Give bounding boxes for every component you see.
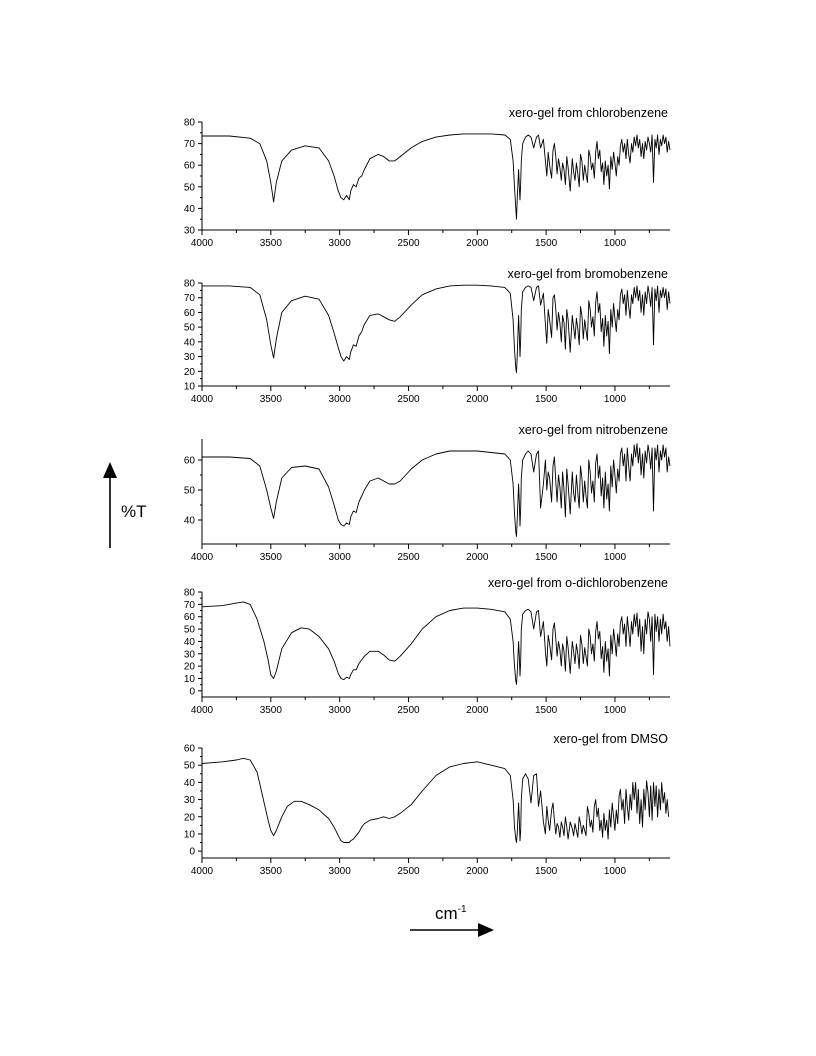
x-tick-label: 3500 [259, 238, 282, 249]
y-tick-label: 70 [183, 599, 195, 611]
y-tick-label: 50 [183, 322, 195, 334]
x-tick-label: 3500 [259, 394, 282, 405]
spectra-panels [184, 106, 670, 877]
spectrum-panel [184, 423, 670, 563]
spectrum-line [202, 602, 670, 685]
x-tick-label: 2500 [397, 552, 420, 563]
y-tick-label: 60 [183, 612, 195, 624]
y-tick-label: 40 [183, 515, 195, 527]
x-tick-label: 2500 [397, 866, 420, 877]
x-tick-label: 3000 [328, 394, 351, 405]
y-tick-label: 50 [183, 760, 195, 772]
x-tick-label: 4000 [190, 238, 214, 249]
spectrum-line [202, 444, 670, 537]
x-tick-label: 3000 [328, 705, 351, 716]
y-tick-label: 70 [183, 293, 195, 305]
panel-title: xero-gel from o-dichlorobenzene [488, 576, 668, 590]
spectrum-line [202, 758, 669, 842]
y-tick-label: 10 [183, 381, 195, 393]
y-tick-label: 20 [183, 661, 195, 673]
y-tick-label: 70 [183, 139, 195, 151]
x-tick-label: 3000 [328, 866, 351, 877]
spectrum-panel [184, 106, 670, 249]
x-tick-label: 4000 [190, 705, 214, 716]
y-tick-label: 40 [183, 203, 195, 215]
x-tick-label: 1500 [534, 238, 558, 249]
x-tick-label: 3000 [328, 552, 351, 563]
y-axis-label: %T [121, 502, 147, 521]
x-tick-label: 1000 [603, 866, 627, 877]
y-tick-label: 10 [183, 673, 195, 685]
x-tick-label: 2000 [466, 705, 489, 716]
x-tick-label: 3000 [328, 238, 351, 249]
x-tick-label: 1000 [603, 705, 627, 716]
y-tick-label: 20 [183, 812, 195, 824]
y-tick-label: 80 [183, 117, 195, 129]
spectrum-panel [184, 576, 670, 716]
spectrum-panel [184, 732, 670, 877]
x-tick-label: 2500 [397, 394, 420, 405]
x-tick-label: 2000 [466, 238, 489, 249]
x-tick-label: 4000 [190, 394, 214, 405]
y-tick-label: 40 [183, 337, 195, 349]
y-tick-label: 0 [189, 686, 195, 698]
x-tick-label: 1500 [534, 705, 558, 716]
x-axis-arrow [410, 923, 494, 937]
y-tick-label: 10 [183, 829, 195, 841]
x-tick-label: 2500 [397, 705, 420, 716]
x-axis-label [435, 904, 467, 923]
y-tick-label: 30 [183, 649, 195, 661]
x-tick-label: 1000 [603, 394, 627, 405]
x-tick-label: 4000 [190, 866, 214, 877]
y-tick-label: 50 [183, 182, 195, 194]
y-tick-label: 30 [183, 352, 195, 364]
x-tick-label: 1500 [534, 552, 558, 563]
y-tick-label: 60 [183, 160, 195, 172]
x-tick-label: 2500 [397, 238, 420, 249]
y-tick-label: 30 [183, 225, 195, 237]
panel-title: xero-gel from nitrobenzene [518, 423, 668, 437]
y-tick-label: 80 [183, 278, 195, 290]
y-tick-label: 80 [183, 587, 195, 599]
y-tick-label: 60 [183, 743, 195, 755]
x-tick-label: 3500 [259, 705, 282, 716]
panel-title: xero-gel from DMSO [553, 732, 668, 746]
y-tick-label: 60 [183, 455, 195, 467]
y-tick-label: 0 [189, 846, 195, 858]
y-tick-label: 30 [183, 795, 195, 807]
x-axis-label-base: cm [435, 904, 458, 923]
y-tick-label: 20 [183, 366, 195, 378]
x-tick-label: 2000 [466, 552, 489, 563]
x-tick-label: 1500 [534, 394, 558, 405]
panel-title: xero-gel from bromobenzene [507, 267, 668, 281]
y-tick-label: 40 [183, 636, 195, 648]
y-axis-arrow [103, 462, 117, 548]
x-tick-label: 1000 [603, 238, 627, 249]
x-tick-label: 2000 [466, 866, 489, 877]
x-tick-label: 1000 [603, 552, 627, 563]
spectrum-line [202, 285, 670, 373]
x-tick-label: 3500 [259, 552, 282, 563]
spectrum-line [202, 134, 670, 219]
y-axis-arrow-head [103, 462, 117, 478]
spectrum-panel [184, 267, 670, 405]
x-tick-label: 3500 [259, 866, 282, 877]
x-tick-label: 2000 [466, 394, 489, 405]
x-axis-arrow-head [478, 923, 494, 937]
y-tick-label: 50 [183, 624, 195, 636]
x-axis-label-exponent: -1 [457, 904, 467, 915]
y-tick-label: 60 [183, 307, 195, 319]
y-tick-label: 50 [183, 485, 195, 497]
x-tick-label: 1500 [534, 866, 558, 877]
y-tick-label: 40 [183, 777, 195, 789]
x-tick-label: 4000 [190, 552, 214, 563]
panel-title: xero-gel from chlorobenzene [508, 106, 668, 120]
